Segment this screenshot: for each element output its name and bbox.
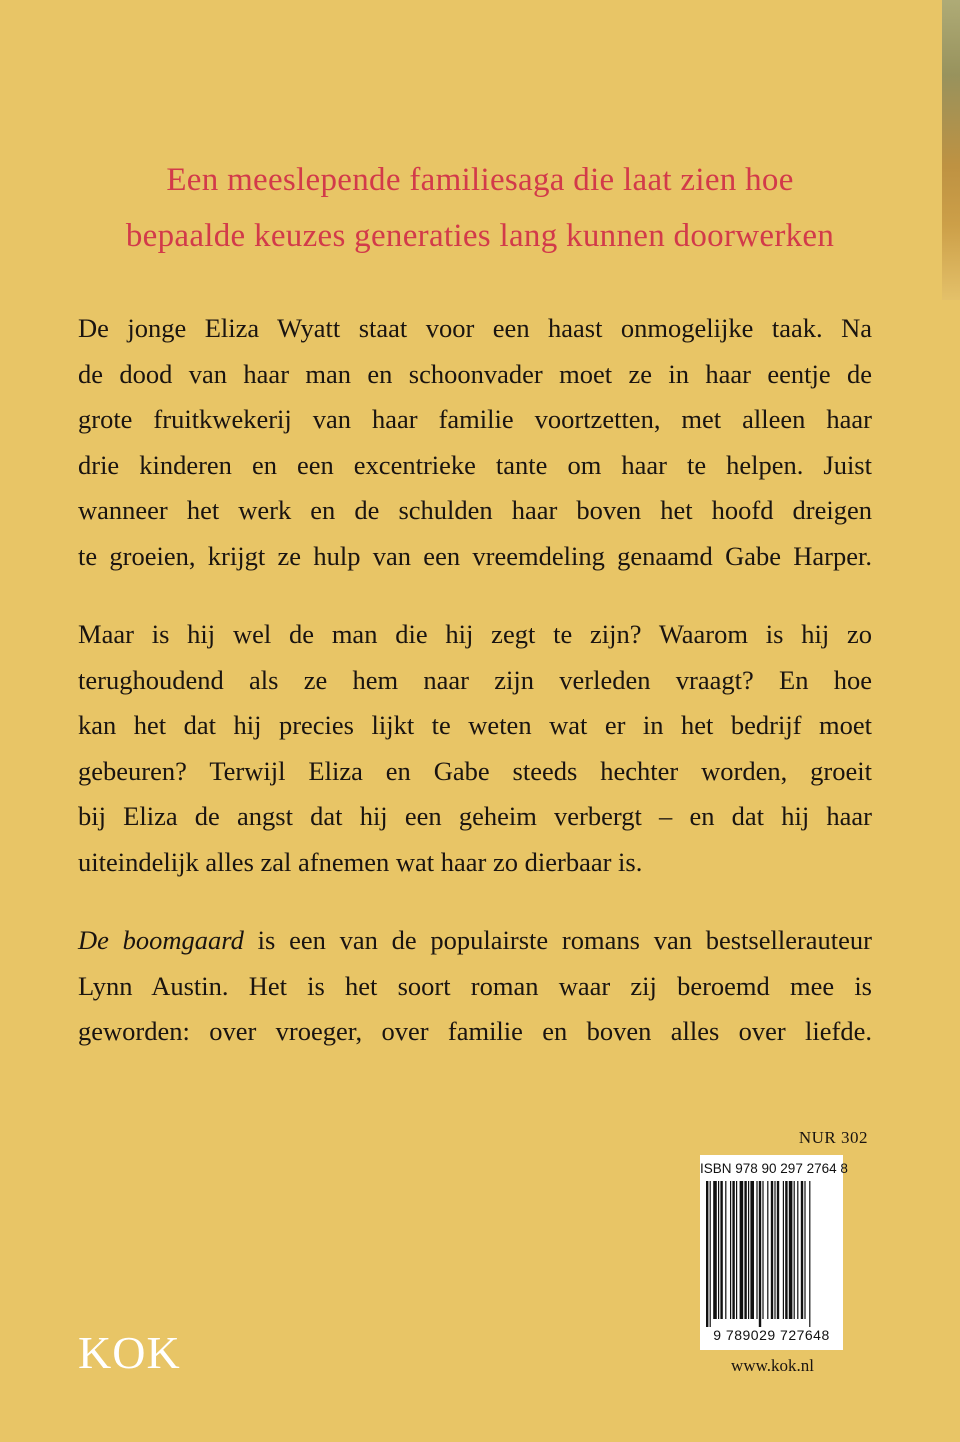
text-line [78,918,872,964]
barcode-bar [785,1181,787,1319]
book-title: De boomgaard [78,925,244,955]
barcode-bar [713,1181,717,1319]
barcode-bar [797,1181,798,1319]
barcode-bar [710,1181,711,1327]
barcode-bar [748,1181,749,1319]
text-line: grote fruitkwekerij van haar familie voortzetten, met alleen haar [78,404,872,434]
text-line: terughoudend als ze hem naar zijn verleden vraagt? En hoe [78,664,872,695]
barcode-bar [725,1181,726,1319]
barcode-bar [720,1181,722,1319]
blurb-paragraph-1 [78,306,872,579]
text-line: kan het dat hij precies lijkt te weten wat er in het bedrijf moet [78,710,872,740]
barcode-bar [777,1181,779,1319]
barcode-bar [730,1181,731,1319]
text-line: gebeuren? Terwijl Eliza en Gabe steeds hechter worden, groeit [78,755,872,786]
barcode-bar [756,1181,757,1319]
tagline-line-1: Een meeslepende familiesaga die laat zien hoe [166,162,794,198]
text-line: te groeien, krijgt ze hulp van een vreemdeling genaamd Gabe Harper. [78,540,872,571]
barcode-bar [759,1181,761,1327]
barcode-bar [744,1181,746,1319]
tagline [0,152,960,264]
text-line: drie kinderen en een excentrieke tante om haar te helpen. Juist [78,449,872,480]
barcode-bar [809,1181,810,1327]
text-line: Maar is hij wel de man die hij zegt te zijn? Waarom is hij zo [78,619,872,649]
barcode-bar [732,1181,734,1319]
barcode-bar [794,1181,795,1319]
nur-code: NUR 302 [798,1128,868,1147]
barcode-bar [801,1181,803,1319]
publisher-url[interactable]: www.kok.nl [731,1356,814,1375]
text-line: uiteindelijk alles zal afnemen wat haar zo dierbaar is. [78,846,643,877]
blurb-paragraph-3 [78,918,872,1055]
barcode-bar [767,1181,768,1319]
blurb-paragraph-2 [78,612,872,885]
barcode-bars [706,1181,837,1327]
text-line: wanneer het werk en de schulden haar boven het hoofd dreigen [78,495,872,525]
barcode-bar [771,1181,773,1319]
barcode-bar [718,1181,719,1319]
text-fragment: is een van de populairste romans van bestsellerauteur [243,925,873,955]
barcode-bar [762,1181,763,1319]
tagline-line-2: bepaalde keuzes generaties lang kunnen doorwerken [125,218,835,254]
barcode-number: 9 789029 727648 [713,1327,830,1343]
barcode-bar [706,1181,708,1327]
text-line: De jonge Eliza Wyatt staat voor een haast onmogelijke taak. Na [78,313,872,343]
barcode [700,1155,848,1350]
barcode-bar [774,1181,775,1319]
barcode-bar [740,1181,744,1319]
barcode-bar [750,1181,754,1319]
barcode-bar [736,1181,737,1319]
barcode-bar [789,1181,793,1319]
text-line: Lynn Austin. Het is het soort roman waar zij beroemd mee is [78,970,872,1001]
isbn-text: ISBN 978 90 297 2764 8 [700,1161,848,1176]
text-line: de dood van haar man en schoonvader moet ze in haar eentje de [78,358,872,389]
publisher-logo: KOK [78,1327,181,1378]
barcode-bar [783,1181,784,1319]
text-line: bij Eliza de angst dat hij een geheim verbergt – en dat hij haar [78,801,872,831]
barcode-bar [804,1181,805,1319]
text-line: geworden: over vroeger, over familie en boven alles over liefde. [78,1016,872,1046]
